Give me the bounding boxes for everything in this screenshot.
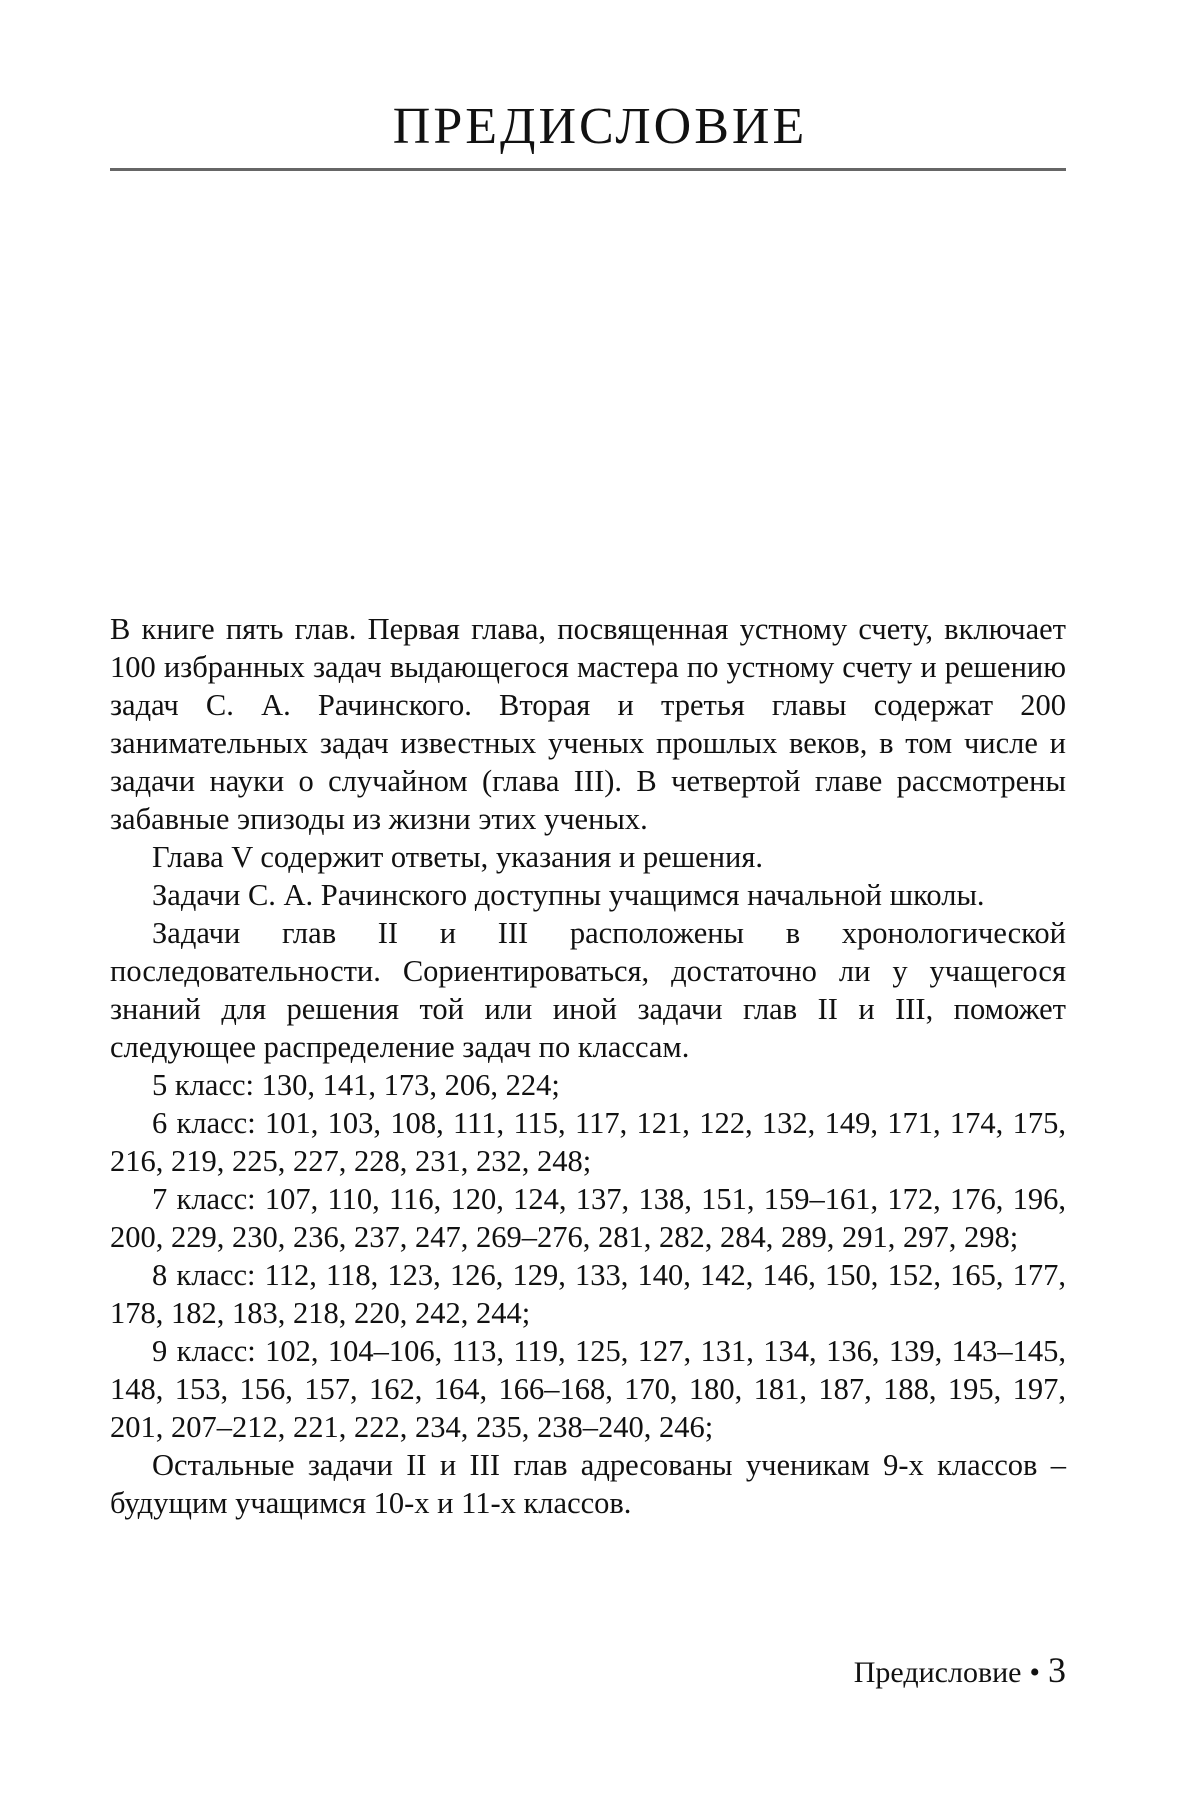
- running-footer: [854, 1650, 1066, 1693]
- grade-5-list: 5 класс: 130, 141, 173, 206, 224;: [152, 1068, 560, 1102]
- grade-9-list: 9 класс: 102, 104–106, 113, 119, 125, 127, 131, 134, 136, 139, 143–145, 148, 153, 156, 157, 162, 164, 166–168, 170, 180, 181, 187, 188, 195, 197, 201, 207–212, 221, 222, 234, 235, 238–240, 246;: [110, 1334, 1066, 1444]
- grade-8-list: 8 класс: 112, 118, 123, 126, 129, 133, 140, 142, 146, 150, 152, 165, 177, 178, 182, 183, 218, 220, 242, 244;: [110, 1258, 1066, 1330]
- paragraph-remaining: Остальные задачи II и III глав адресованы ученикам 9-х классов – будущим учащимся 10-х и 11-х классов.: [110, 1448, 1066, 1520]
- footer-section-title: Предисловие: [853, 1656, 1022, 1689]
- paragraph-rachinsky: Задачи С. А. Рачинского доступны учащимся начальной школы.: [152, 878, 985, 912]
- preface-body: [110, 610, 1066, 1522]
- paragraph-intro: В книге пять глав. Первая глава, посвященная устному счету, включает 100 избранных задач выдающегося мастера по устному счету и решению задач С. А. Рачинского. Вторая и третья главы содержат 200 занимательных задач известных ученых прошлых веков, в том числе и задачи науки о случайном (глава III). В четвертой главе рассмотрены забавные эпизоды из жизни этих ученых.: [110, 612, 1066, 836]
- grade-6-list: 6 класс: 101, 103, 108, 111, 115, 117, 121, 122, 132, 149, 171, 174, 175, 216, 219, 225, 227, 228, 231, 232, 248;: [110, 1106, 1066, 1178]
- page-title: ПРЕДИСЛОВИЕ: [392, 98, 808, 155]
- grade-7-list: 7 класс: 107, 110, 116, 120, 124, 137, 138, 151, 159–161, 172, 176, 196, 200, 229, 230, 236, 237, 247, 269–276, 281, 282, 284, 289, 291, 297, 298;: [110, 1182, 1066, 1254]
- page-number: 3: [1048, 1650, 1066, 1690]
- footer-bullet: •: [1029, 1656, 1040, 1689]
- paragraph-order: Задачи глав II и III расположены в хронологической последовательности. Сориентироваться, достаточно ли у учащегося знаний для решения той или иной задачи глав II и III, поможет следующее распределение задач по классам.: [110, 916, 1066, 1064]
- title-divider: [110, 168, 1066, 171]
- paragraph-chapter-5: Глава V содержит ответы, указания и решения.: [152, 840, 764, 874]
